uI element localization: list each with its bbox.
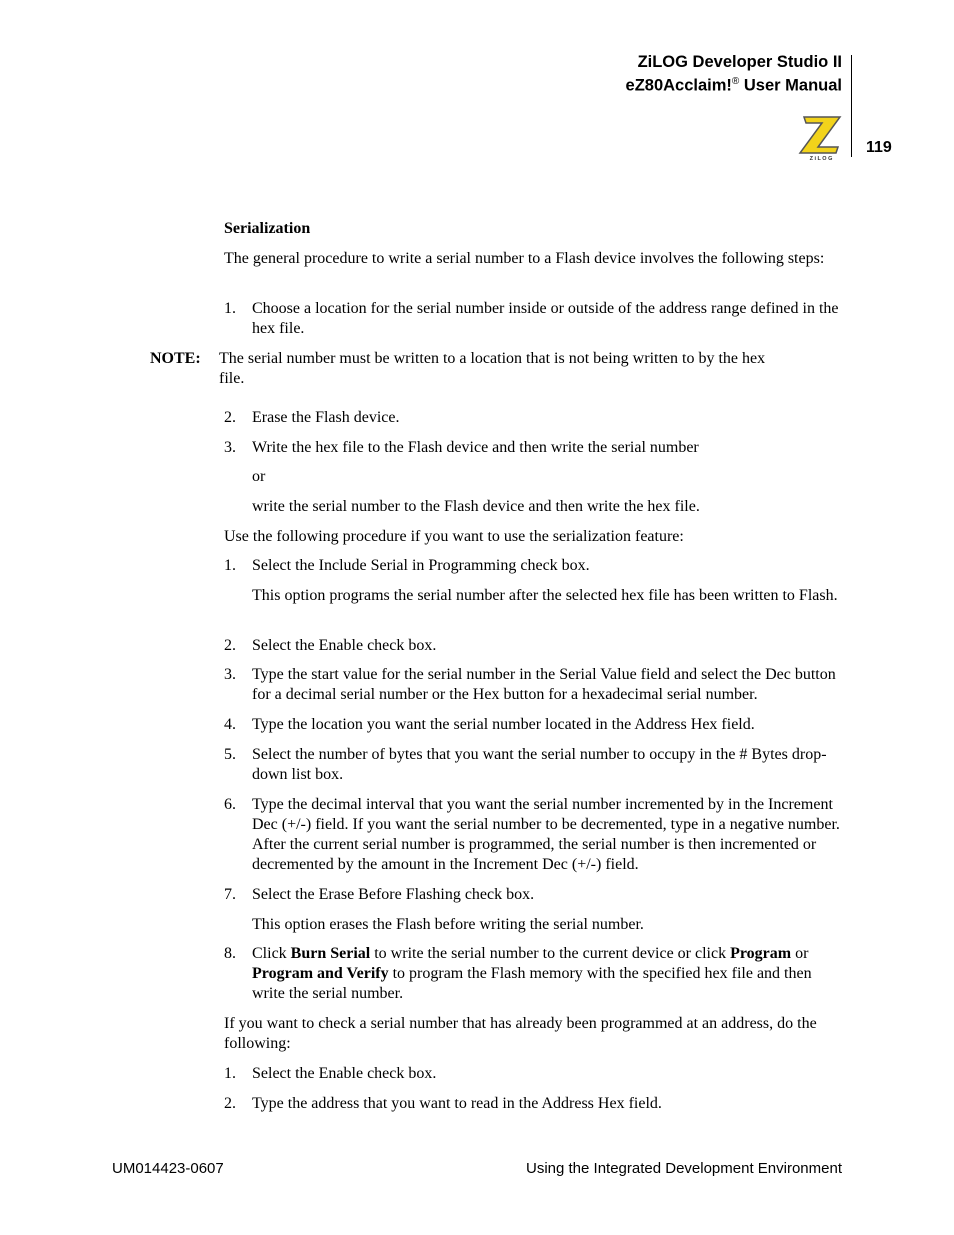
header-title-line2: [626, 72, 842, 96]
step8-text: Click: [252, 945, 291, 962]
list-number: 3.: [224, 666, 236, 683]
zilog-logo-icon: [796, 113, 846, 161]
note-label: NOTE:: [150, 350, 201, 367]
step-explanation: This option programs the serial number after the selected hex file has been written to Flash.: [252, 587, 838, 604]
list-number: 1.: [224, 300, 236, 317]
list-number: 4.: [224, 716, 236, 733]
list-item: Erase the Flash device.: [252, 409, 400, 426]
list-number: 6.: [224, 796, 236, 813]
list-number: 5.: [224, 746, 236, 763]
page-number: 119: [866, 139, 892, 156]
logo-text: Z i L O G: [809, 156, 833, 161]
note-text: The serial number must be written to a location that is not being written to by the hex file.: [219, 350, 766, 387]
list-number: 2.: [224, 637, 236, 654]
list-item: Select the Enable check box.: [252, 1065, 437, 1082]
header-manual: User Manual: [739, 76, 842, 95]
list-number: 2.: [224, 409, 236, 426]
list-item: Choose a location for the serial number inside or outside of the address range defined in the hex file.: [252, 300, 839, 337]
list-item: Select the number of bytes that you want the serial number to occupy in the # Bytes drop-down list box.: [252, 746, 827, 783]
program-label: Program: [730, 945, 792, 962]
list-item: Write the hex file to the Flash device and then write the serial number: [252, 439, 699, 456]
section-heading: Serialization: [224, 220, 311, 237]
list-item: [252, 944, 844, 1004]
list-number: 2.: [224, 1095, 236, 1112]
burn-serial-label: Burn Serial: [290, 945, 371, 962]
step8-text: to write the serial number to the current device or click: [370, 945, 731, 962]
list-item: Type the decimal interval that you want the serial number incremented by in the Increment Dec (+/-) field. If you want the serial number to be decremented, type in a negative number. After the current serial number is programmed, the serial number is then incremented or decremented by the amount in the Increment Dec (+/-) field.: [252, 796, 840, 873]
intro-paragraph: The general procedure to write a serial number to a Flash device involves the following steps:: [224, 250, 825, 267]
list-item: Type the location you want the serial number located in the Address Hex field.: [252, 716, 755, 733]
alternative-step: write the serial number to the Flash device and then write the hex file.: [252, 498, 700, 515]
program-and-verify-label: Program and Verify: [252, 965, 389, 982]
procedure-intro: Use the following procedure if you want to use the serialization feature:: [224, 528, 684, 545]
or-text: or: [252, 468, 266, 485]
document-id: UM014423-0607: [112, 1160, 224, 1177]
list-item: Select the Enable check box.: [252, 637, 437, 654]
list-number: 3.: [224, 439, 236, 456]
check-intro: If you want to check a serial number that has already been programmed at an address, do the following:: [224, 1015, 817, 1052]
header-title-line1: ZiLOG Developer Studio II: [637, 53, 842, 71]
step-explanation: This option erases the Flash before writing the serial number.: [252, 916, 644, 933]
list-item: Type the start value for the serial number in the Serial Value field and select the Dec button for a decimal serial number or the Hex button for a hexadecimal serial number.: [252, 666, 836, 703]
list-number: 8.: [224, 945, 236, 962]
list-item: Select the Erase Before Flashing check box.: [252, 886, 535, 903]
header-product: eZ80Acclaim!: [625, 76, 732, 95]
list-item: Type the address that you want to read in the Address Hex field.: [252, 1095, 662, 1112]
list-number: 1.: [224, 1065, 236, 1082]
list-number: 1.: [224, 557, 236, 574]
list-number: 7.: [224, 886, 236, 903]
step8-text: to program the Flash memory with the specified hex file and then write the serial number.: [252, 965, 812, 1002]
step8-text: or: [791, 945, 809, 962]
registered-mark: ®: [731, 76, 740, 87]
list-item: Select the Include Serial in Programming check box.: [252, 557, 590, 574]
header-vertical-rule: [851, 55, 852, 157]
document-header-title: [626, 52, 842, 96]
chapter-title: Using the Integrated Development Environment: [525, 1160, 842, 1177]
